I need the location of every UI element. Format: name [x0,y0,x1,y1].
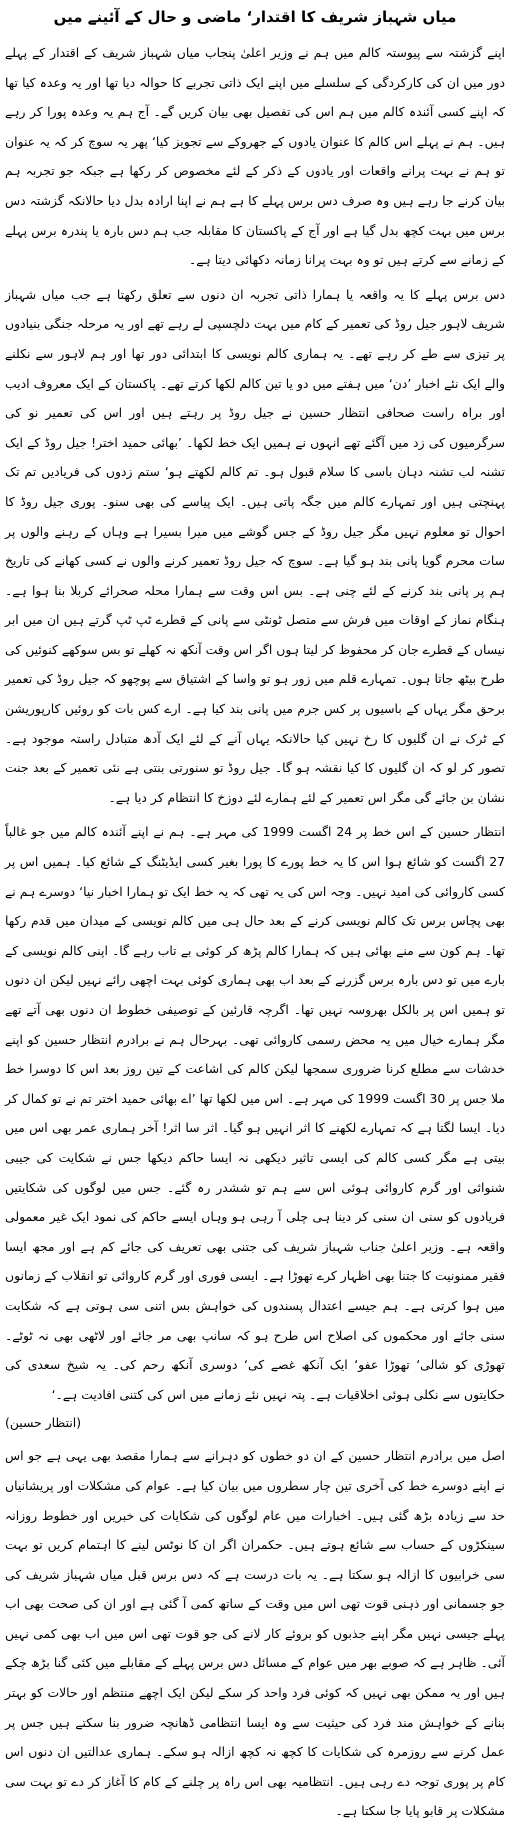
article-paragraph-4: اصل میں برادرم انتظار حسین کے ان دو خطوں کو دہرانے سے ہمارا مقصد بھی یہی ہے جو اس نے اپنے دوسرے خط کی آخری تین چار سطروں میں بیان کیا ہے۔ عوام کی مشکلات اور پریشانیاں حد سے زیادہ بڑھ گئی ہیں۔ اخبارات میں عام لوگوں کی شکایات کی خبریں اور خطوط روزانہ سینکڑوں کے حساب سے شائع ہوتے ہیں۔ حکمران اگر ان کا نوٹس لینے کا اہتمام کریں تو بہت سی خرابیوں کا ازالہ ہو سکتا ہے۔ یہ بات درست ہے کہ دس برس قبل میاں شہباز شریف کی جو جسمانی اور ذہنی قوت تھی اس میں وقت کے ساتھ کمی آ گئی ہے اور ان کی صحت بھی اب پہلے جیسی نہیں مگر اپنے جذبوں کو بروئے کار لانے کی جو قوت تھی اس میں اب بھی کمی نہیں آئی۔ ظاہر ہے کہ صوبے بھر میں عوام کے مسائل دس برس پہلے کے مقابلے میں کئی گنا بڑھ چکے ہیں اور یہ ممکن بھی نہیں کہ کوئی فرد واحد کر سکے لیکن ایک اچھے منتظم اور حالات کو بہتر بنانے کے خواہش مند فرد کی حیثیت سے وہ ایسا انتظامی ڈھانچہ ضرور بنا سکتے ہیں جس پر عمل کرنے سے روزمرہ کی شکایات کا کچھ نہ کچھ ازالہ ہو سکے۔ ہماری عدالتیں ان دنوں اس کام پر پوری توجہ دے رہی ہیں۔ انتظامیہ بھی اس راہ پر چلنے کے کام کا آغاز کر دے تو بہت سی مشکلات پر قابو پایا جا سکتا ہے۔ [5,1448,505,1819]
article-paragraph-1: اپنے گزشتہ سے پیوستہ کالم میں ہم نے وزیر اعلیٰ پنجاب میاں شہباز شریف کے اقتدار کے پہلے دور میں ان کی کارکردگی کے سلسلے میں اپنے ایک ذاتی تجربے کا حوالہ دیا تھا اور یہ وعدہ کیا تھا کہ اپنے کسی آئندہ کالم میں ہم اس کی تفصیل بھی بیان کریں گے۔ آج ہم یہ وعدہ پورا کر رہے ہیں۔ ہم نے پہلے اس کالم کا عنوان یادوں کے جھروکے سے تجویز کیا‘ پھر یہ سوچ کر کہ یہ عنوان تو ہم نے بہت پرانے واقعات اور یادوں کے ذکر کے لئے مخصوص کر رکھا ہے جبکہ جو تجربہ ہم بیان کرنے جا رہے ہیں وہ صرف دس برس پہلے کا ہے ہم نے اپنا ارادہ بدل دیا حالانکہ گزشتہ دس برس میں بہت کچھ بدل گیا ہے اور آج کے پاکستان کا مقابلہ جب ہم دس بارہ یا پندرہ برس پہلے کے زمانے سے کرتے ہیں تو وہ بہت پرانا زمانہ دکھائی دیتا ہے۔ [5,45,505,268]
article-paragraph-3: انتظار حسین کے اس خط پر 24 اگست 1999 کی مہر ہے۔ ہم نے اپنے آئندہ کالم میں جو غالباً 27 اگست کو شائع ہوا اس کا یہ خط پورے کا پورا بغیر کسی ایڈیٹنگ کے شائع کیا۔ ہمیں اس پر کسی کاروائی کی امید نہیں۔ وجہ اس کی یہ تھی کہ یہ خط ایک تو ہمارا اخبار نیا‘ دوسرے ہم نے بھی پچاس برس تک کالم نویسی کرنے کے بعد حال ہی میں کالم نویسی کے میدان میں قدم رکھا تھا۔ ہم کون سے منے بھائی ہیں کہ ہمارا کالم پڑھ کر کوئی بے تاب رہے گا۔ اپنی کالم نویسی کے بارے میں تو دس بارہ برس گزرنے کے بعد اب بھی ہماری کوئی بہت اچھی رائے نہیں لیکن ان دنوں تو ہمیں اس پر بالکل بھروسہ نہیں تھا۔ اگرچہ قارئین کے توصیفی خطوط ان دنوں بھی آتے تھے مگر ہمارے خیال میں یہ محض رسمی کاروائی تھی۔ بہرحال ہم نے برادرم انتظار حسین کو اپنے خدشات سے مطلع کرنا ضروری سمجھا لیکن کالم کی اشاعت کے تین روز بعد اس کا دوسرا خط ملا جس پر 30 اگست 1999 کی مہر ہے۔ اس میں لکھا تھا ’اے بھائی حمید اختر تم نے تو کمال کر دیا۔ ایسا لگتا ہے کہ تمہارے لکھنے کا اثر انہیں ہو گیا۔ اثر سا اثر! آخر ہماری عمر بھی اس میں بیتی ہے مگر کسی کالم کی ایسی تاثیر دیکھی نہ ایسا حاکم دیکھا جس نے شکایت کی جیبی شنوائی اور گرم کاروائی ہوئی اس سے ہم تو ششدر رہ گئے۔ جس میں لوگوں کی شکایتیں فریادوں کو سنی ان سنی کر دینا ہی چلی آ رہی ہو وہاں ایسے حاکم کی نمود ایک غیر معمولی واقعہ ہے۔ وزیر اعلیٰ جناب شہباز شریف کی جتنی بھی تعریف کی جائے کم ہے اور مجھ ایسا فقیر ممنونیت کا جتنا بھی اظہار کرے تھوڑا ہے۔ ایسی فوری اور گرم کاروائی تو انقلاب کے زمانوں میں ہوا کرتی ہے۔ ہم جیسے اعتدال پسندوں کی خواہش بس اتنی سی ہوتی ہے کہ شکایت سنی جائے اور محکموں کی اصلاح اس طرح ہو کہ سانپ بھی مر جائے اور لاٹھی بھی نہ ٹوٹے۔ تھوڑی کو شالی‘ تھوڑا عفو‘ ایک آنکھ غصے کی‘ دوسری آنکھ رحم کی۔ یہ شیخ سعدی کی حکایتوں سے نکلی ہوئی اخلاقیات ہے۔ پتہ نہیں نئے زمانے میں اس کی کتنی افادیت ہے۔‘ [5,824,505,1402]
article-paragraph-2: دس برس پہلے کا یہ واقعہ یا ہمارا ذاتی تجربہ ان دنوں سے تعلق رکھتا ہے جب میاں شہباز شریف لاہور جیل روڈ کی تعمیر کے کام میں بہت دلچسپی لے رہے تھے اور یہ مرحلہ جنگی بنیادوں پر تیزی سے طے کر رہے تھے۔ یہ ہماری کالم نویسی کا ابتدائی دور تھا اور ہم لاہور سے نکلنے والے ایک نئے اخبار ’دن‘ میں ہفتے میں دو یا تین کالم لکھا کرتے تھے۔ پاکستان کے ایک معروف ادیب اور براہ راست صحافی انتظار حسین نے جیل روڈ پر رہتے ہیں اور اس کی تعمیر نو کی سرگرمیوں کی زد میں آگئے تھے انہوں نے ہمیں ایک خط لکھا۔ ’بھائی حمید اختر! جیل روڈ کے ایک تشنہ لب تشنہ دہان باسی کا سلام قبول ہو۔ تم کالم لکھتے ہو‘ ستم زدوں کی فریادیں تم تک پہنچتی ہیں اور تمہارے کالم میں جگہ پاتی ہیں۔ ایک پیاسے کی بھی سنو۔ پوری جیل روڈ کا احوال تو معلوم نہیں مگر جیل روڈ کے جس گوشے میں میرا بسیرا ہے وہاں کے رہنے والوں پر سات محرم گویا پانی بند ہو گیا ہے۔ سوچ کہ جیل روڈ تعمیر کرنے والوں نے کسی کھانے کی تاریخ ہم پر پانی بند کرنے کے لئے چنی ہے۔ بس اس وقت سے ہمارا محلہ صحرائے کربلا بنا ہوا ہے۔ ہنگام نماز کے اوقات میں فرش سے متصل ٹونٹی سے پانی کے قطرے ٹپ ٹپ گرتے ہیں ان میں ابر نیساں کے قطرے جان کر محفوظ کر لیتا ہوں اگر اس وقت آنکھ نہ کھلے تو بس سوکھے کنوئیں کی طرح بیٹھ جاتا ہوں۔ تمہارے قلم میں زور ہو تو واسا کے اشتیاق سے پوچھو کہ جیل روڈ کی تعمیر برحق مگر یہاں کے باسیوں پر کس جرم میں پانی بند کیا ہے۔ ارے کس بات کو روئیں کارپوریشن کے ٹرک نے ان گلیوں کا رخ نہیں کیا حالانکہ یہاں آنے کے لئے ایک آدھ متبادل راستہ موجود ہے۔ تصور کر لو کہ ان گلیوں کا کیا نقشہ ہو گا۔ جیل روڈ تو سنورتی بنتی ہے نئی تعمیر کے بعد جنت نشان بن جائے گی مگر اس تعمیر کے لئے ہمارے لئے دوزخ کا انتظام کر دیا ہے۔ [5,286,505,805]
article-headline: میاں شہباز شریف کا اقتدار‘ ماضی و حال کے آئینے میں [53,8,457,26]
quote-attribution: (انتظار حسین) [5,1415,82,1431]
